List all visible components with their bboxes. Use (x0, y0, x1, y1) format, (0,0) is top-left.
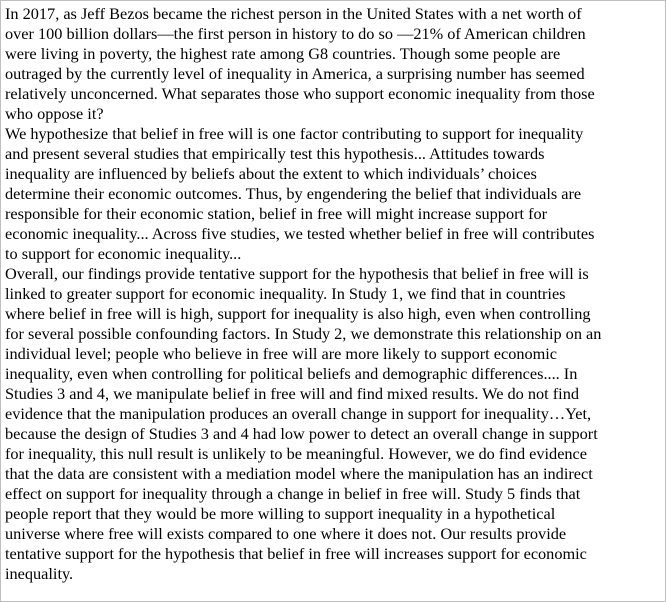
text-line: over 100 billion dollars—the first person in history to do so —21% of American children (5, 24, 586, 43)
text-line: Overall, our findings provide tentative support for the hypothesis that belief in free will is (5, 264, 589, 283)
text-line: universe where free will exists compared to one where it does not. Our results provide (5, 524, 567, 543)
text-line: relatively unconcerned. What separates those who support economic inequality from those (5, 84, 595, 103)
text-line: outraged by the currently level of inequality in America, a surprising number has seemed (5, 64, 585, 83)
text-line: individual level; people who believe in free will are more likely to support economic (5, 344, 558, 363)
text-line: evidence that the manipulation produces an overall change in support for inequality…Yet, (5, 404, 592, 423)
text-line: determine their economic outcomes. Thus, by engendering the belief that individuals are (5, 184, 582, 203)
text-line: In 2017, as Jeff Bezos became the richest person in the United States with a net worth of (5, 4, 582, 23)
text-line: were living in poverty, the highest rate among G8 countries. Though some people are (5, 44, 561, 63)
text-line: responsible for their economic station, belief in free will might increase support for (5, 204, 548, 223)
text-line: for inequality, this null result is unlikely to be meaningful. However, we do find evidence (5, 444, 588, 463)
text-line: where belief in free will is high, support for inequality is also high, even when controlling (5, 304, 591, 323)
text-line: economic inequality... Across five studies, we tested whether belief in free will contributes (5, 224, 595, 243)
text-line: to support for economic inequality... (5, 244, 242, 263)
text-line: that the data are consistent with a mediation model where the manipulation has an indirect (5, 464, 593, 483)
text-line: inequality. (5, 564, 74, 583)
text-line: inequality, even when controlling for political beliefs and demographic differences.... In (5, 364, 578, 383)
text-line: who oppose it? (5, 104, 104, 123)
text-line: for several possible confounding factors. In Study 2, we demonstrate this relationship on an (5, 324, 602, 343)
text-line: We hypothesize that belief in free will is one factor contributing to support for inequality (5, 124, 584, 143)
text-line: inequality are influenced by beliefs about the extent to which individuals’ choices (5, 164, 537, 183)
text-line: people report that they would be more willing to support inequality in a hypothetical (5, 504, 556, 523)
text-line: tentative support for the hypothesis that belief in free will increases support for economic (5, 544, 587, 563)
text-line: Studies 3 and 4, we manipulate belief in free will and find mixed results. We do not find (5, 384, 579, 403)
text-line: linked to greater support for economic inequality. In Study 1, we find that in countries (5, 284, 566, 303)
text-line: and present several studies that empirically test this hypothesis... Attitudes towards (5, 144, 545, 163)
text-line: effect on support for inequality through a change in belief in free will. Study 5 finds that (5, 484, 581, 503)
text-line: because the design of Studies 3 and 4 had low power to detect an overall change in support (5, 424, 598, 443)
